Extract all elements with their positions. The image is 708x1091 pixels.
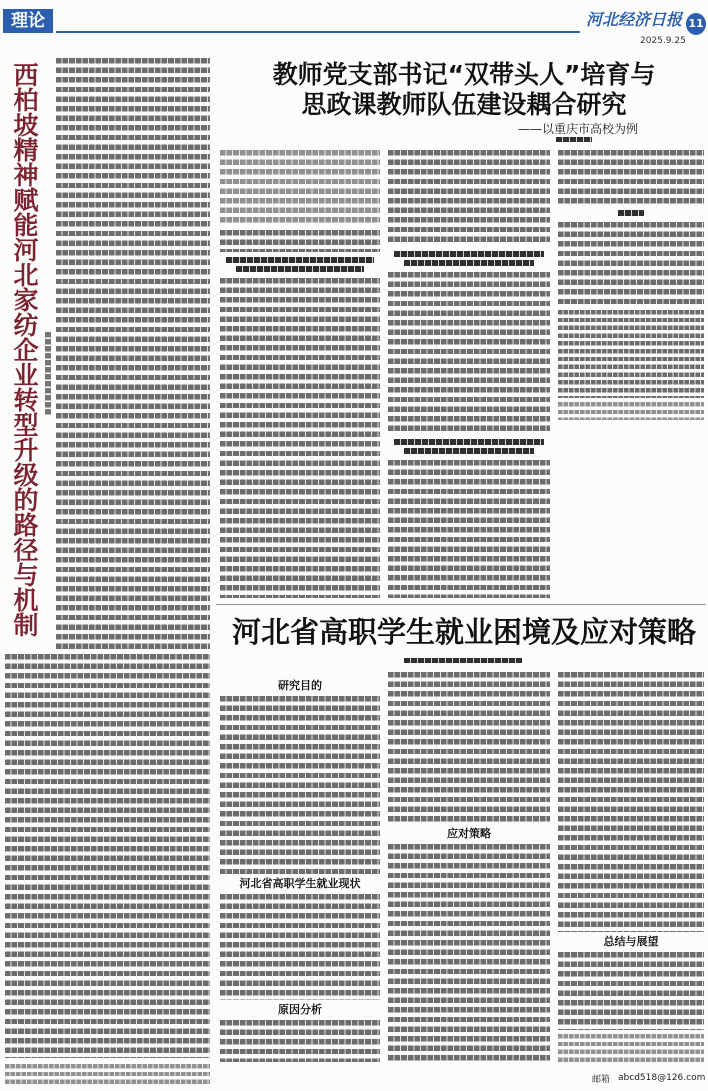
funding-note [5, 1064, 210, 1086]
section-heading: 研究目的 [278, 679, 322, 692]
body-text [220, 230, 380, 252]
issue-date: 2025.9.25 [640, 36, 686, 46]
body-text [220, 696, 380, 874]
section-heading [404, 448, 534, 454]
newspaper-masthead: 河北经济日报 [586, 10, 683, 29]
left-article-byline [45, 332, 51, 416]
body-text [220, 894, 380, 1000]
reference-list [558, 310, 704, 398]
top-article-subtitle: ——以重庆市高校为例 [518, 122, 639, 136]
bottom-article-title: 河北省高职学生就业困境及应对策略 [231, 615, 696, 649]
author-affiliation [558, 1034, 704, 1062]
body-text [56, 58, 210, 650]
body-text [5, 654, 210, 1058]
section-heading [618, 210, 644, 216]
section-tab: 理论 [3, 9, 53, 33]
email-label: 邮箱 [592, 1074, 611, 1085]
section-heading [404, 260, 534, 266]
section-heading [394, 439, 544, 445]
section-heading: 原因分析 [278, 1003, 322, 1016]
section-heading: 河北省高职学生就业现状 [239, 877, 361, 890]
bottom-article-byline [404, 658, 522, 663]
section-heading [226, 257, 374, 263]
body-text [558, 672, 704, 932]
body-text [388, 672, 550, 824]
top-article-title-line2: 思政课教师队伍建设耦合研究 [301, 90, 627, 119]
section-heading: 总结与展望 [603, 935, 659, 948]
body-text [220, 1020, 380, 1062]
section-heading: 应对策略 [447, 827, 491, 840]
top-article-byline [556, 137, 592, 142]
body-text [388, 272, 550, 434]
body-text [220, 278, 380, 598]
section-heading [394, 251, 544, 257]
body-text [558, 222, 704, 306]
left-article-title: 西柏坡精神赋能河北家纺企业转型升级的路径与机制 [10, 62, 39, 637]
author-affiliation [558, 402, 704, 420]
top-article-title-line1: 教师党支部书记“双带头人”培育与 [272, 60, 656, 89]
body-text [388, 844, 550, 1062]
body-text [388, 150, 550, 246]
body-text [558, 150, 704, 206]
email-address: abcd518@126.com [618, 1073, 706, 1083]
footer-email [592, 1071, 704, 1085]
article-divider [216, 604, 706, 605]
section-heading [236, 266, 364, 272]
page-number: 11 [686, 13, 706, 35]
body-text [558, 952, 704, 1030]
header-rule [56, 31, 580, 33]
abstract-text [220, 150, 380, 226]
body-text [388, 460, 550, 598]
